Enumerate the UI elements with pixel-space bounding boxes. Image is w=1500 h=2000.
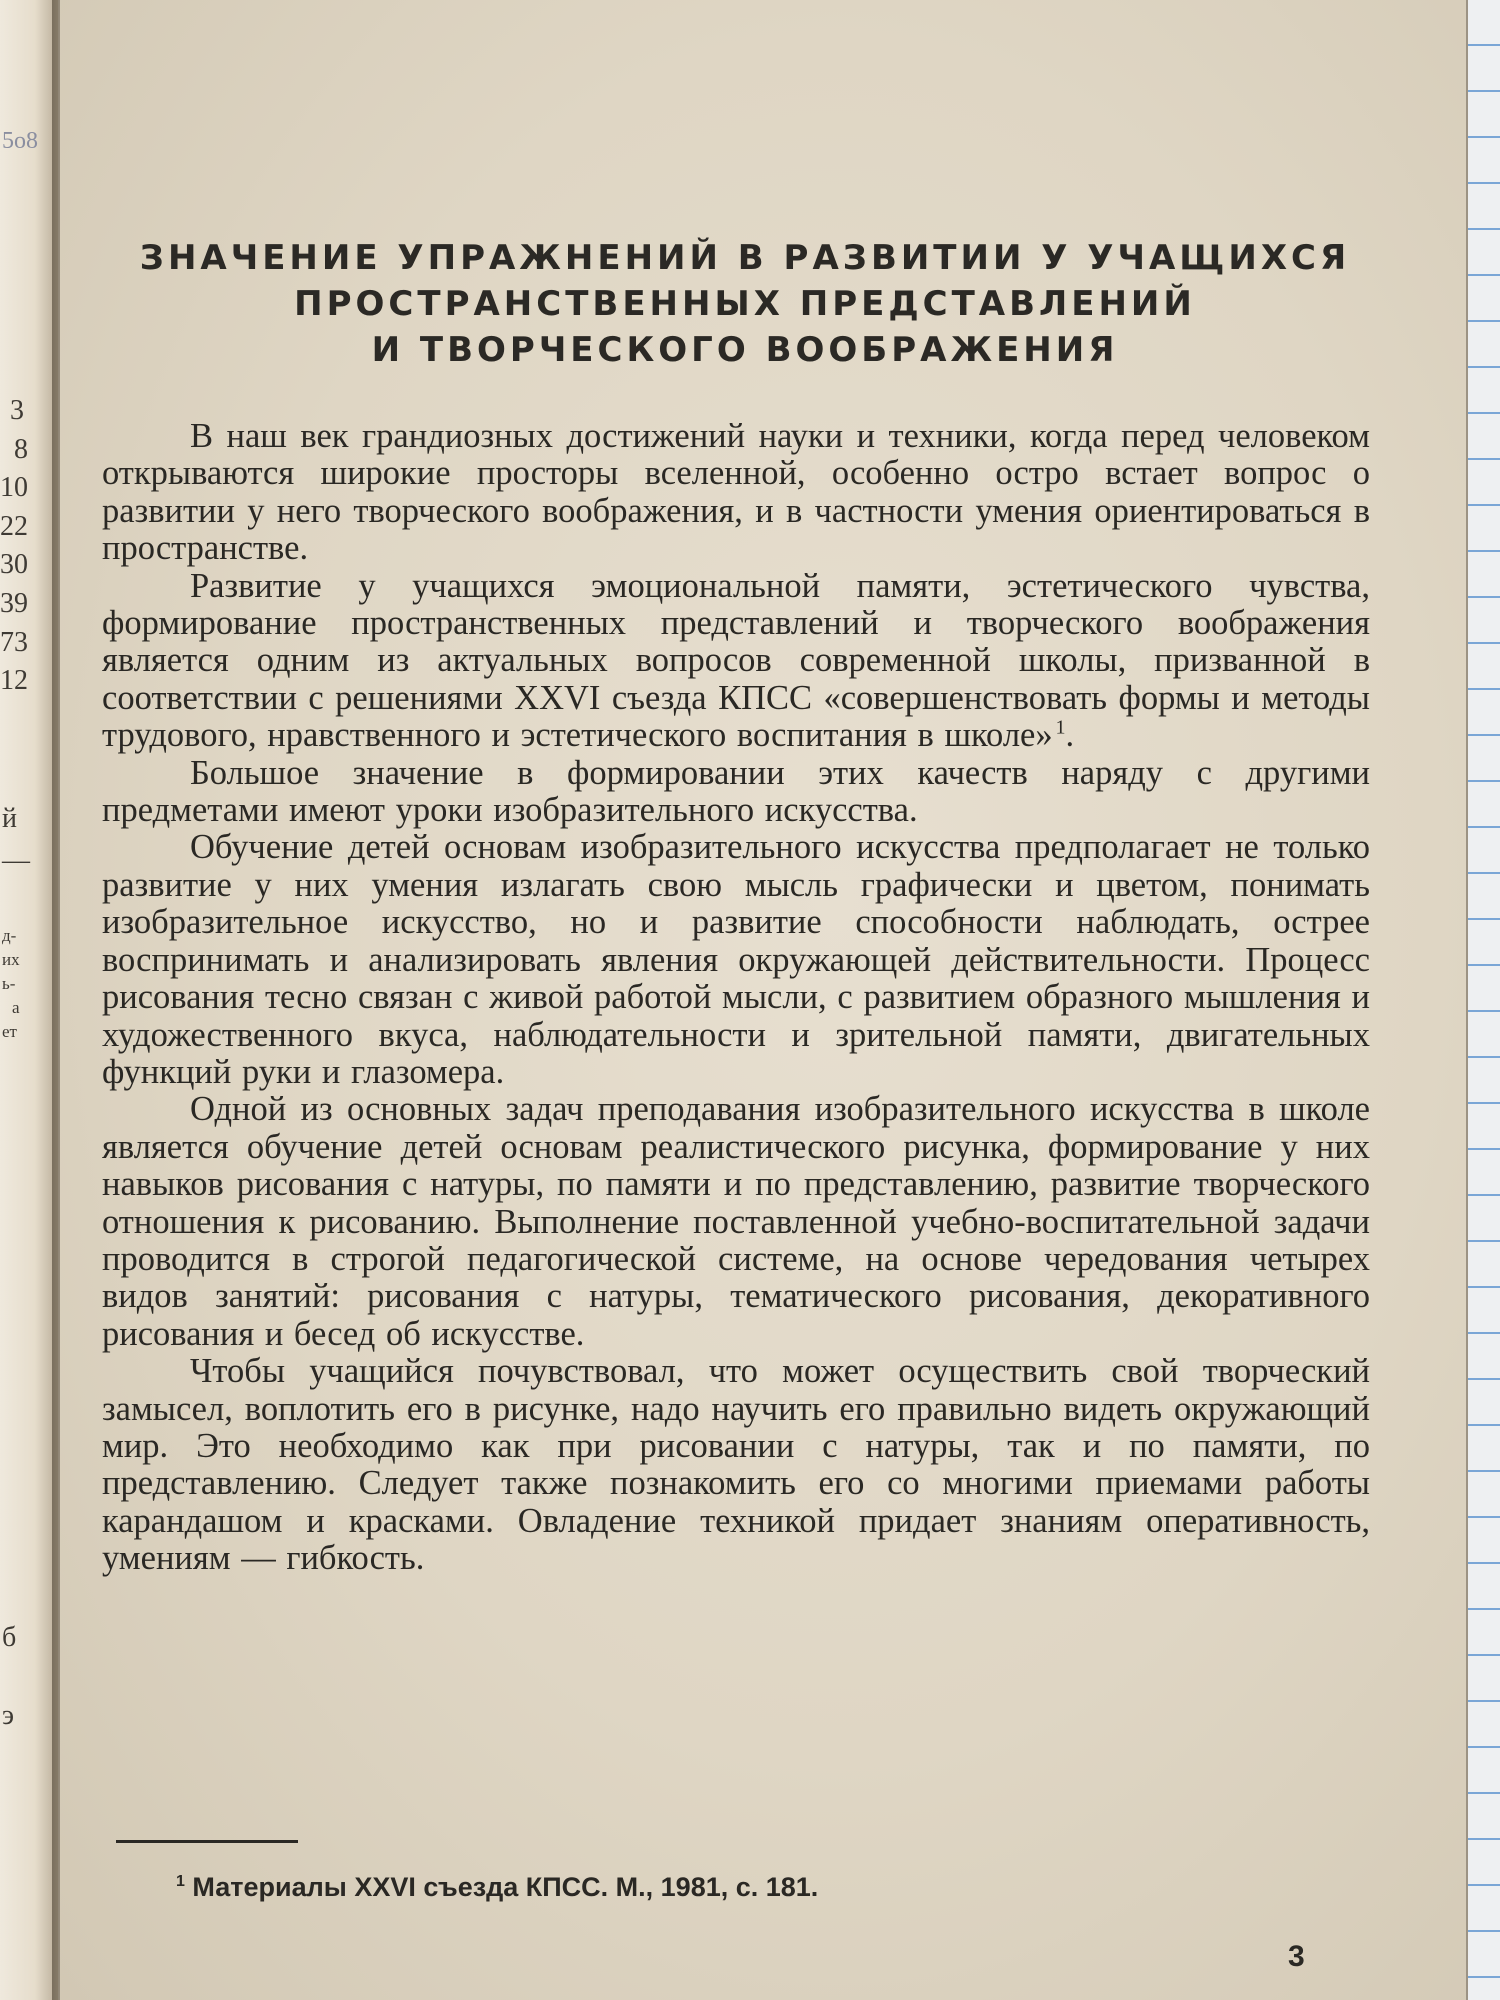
previous-page-edge: [0, 0, 58, 2000]
paragraph: Одной из основных задач преподавания изобразительного искусства в школе является обучение детей основам реалистического рисунка, формирование у них навыков рисования с натуры, по памяти и по представлению, развитие творческого отношения к рисованию. Выполнение поставленной учебно-воспитательной задачи проводится в строгой педагогической системе, на основе чередования четырех видов занятий: рисования с натуры, тематического рисования, декоративного рисования и бесед об искусстве.: [102, 1090, 1370, 1353]
toc-number: 22: [0, 511, 28, 542]
left-page-fragment: б: [2, 1622, 17, 1653]
footnote-text: Материалы XXVI съезда КПСС. М., 1981, с. 181.: [192, 1872, 819, 1902]
left-page-fragment: —: [2, 845, 30, 876]
left-page-fragment: й: [2, 803, 17, 834]
paragraph: Развитие у учащихся эмоциональной памяти, эстетического чувства, формирование пространственных представлений и творческого воображения является одним из актуальных вопросов современной школы, призванной в соответствии с решениями XXVI съезда КПСС «совершенствовать формы и методы трудового, нравственного и эстетического воспитания в школе» $^1$.: [102, 566, 1370, 755]
heading-line: ПРОСТРАНСТВЕННЫХ ПРЕДСТАВЛЕНИЙ: [294, 284, 1196, 324]
toc-number: 73: [0, 627, 28, 658]
toc-number: 3: [10, 395, 24, 426]
lined-notebook-strip: [1468, 0, 1500, 2000]
left-page-fragment: их: [2, 950, 20, 969]
paragraph: Большое значение в формировании этих качеств наряду с другими предметами имеют уроки изобразительного искусства.: [102, 753, 1370, 830]
toc-number: 10: [0, 472, 28, 503]
heading-line: ЗНАЧЕНИЕ УПРАЖНЕНИЙ В РАЗВИТИИ У УЧАЩИХСЯ: [139, 238, 1351, 278]
left-page-fragment: ь-: [2, 974, 16, 993]
toc-number: 12: [0, 665, 28, 696]
heading-line: И ТВОРЧЕСКОГО ВООБРАЖЕНИЯ: [371, 330, 1119, 370]
book-page: [60, 0, 1470, 2000]
paragraph-text: Развитие у учащихся эмоциональной памяти, эстетического чувства, формирование пространственных представлений и творческого воображения является одним из актуальных вопросов современной школы, призванной в соответствии с решениями XXVI съезда КПСС «совершенствовать формы и методы трудового, нравственного и эстетического воспитания в школе»: [102, 566, 1370, 755]
left-page-fragment: а: [12, 998, 20, 1017]
page-number: 3: [1288, 1940, 1305, 1973]
pencil-note: 5о8: [2, 128, 38, 154]
toc-number: 30: [0, 549, 28, 580]
paragraph: В наш век грандиозных достижений науки и техники, когда перед человеком открываются широкие просторы вселенной, особенно остро встает вопрос о развитии у него творческого воображения, и в частности умения ориентироваться в пространстве.: [102, 417, 1370, 568]
toc-number: 39: [0, 588, 28, 619]
chapter-heading: [100, 235, 1390, 373]
left-page-fragment: ет: [2, 1022, 17, 1041]
body-text: [102, 418, 1370, 1578]
paragraph: Чтобы учащийся почувствовал, что может осуществить свой творческий замысел, воплотить его в рисунке, надо научить его правильно видеть окружающий мир. Это необходимо как при рисовании с натуры, так и по памяти, по представлению. Следует также познакомить его со многими приемами работы карандашом и красками. Овладение техникой придает знаниям оперативность, умениям — гибкость.: [102, 1352, 1370, 1578]
toc-number: 8: [14, 434, 28, 465]
left-page-fragment: д-: [2, 926, 17, 945]
paragraph: Обучение детей основам изобразительного искусства предполагает не только развитие у них умения излагать свою мысль графически и цветом, понимать изобразительное искусство, но и развитие способности наблюдать, острее воспринимать и анализировать явления окружающей действительности. Процесс рисования тесно связан с живой работой мысли, с развитием образного мышления и художественного вкуса, наблюдательности и зрительной памяти, двигательных функций руки и глазомера.: [102, 828, 1370, 1091]
footnote-reference: 1: [1055, 716, 1066, 739]
footnote-divider: [116, 1840, 298, 1843]
left-page-fragment: э: [2, 1700, 15, 1731]
footnote: [176, 1872, 818, 1903]
footnote-marker: 1: [176, 1873, 185, 1890]
